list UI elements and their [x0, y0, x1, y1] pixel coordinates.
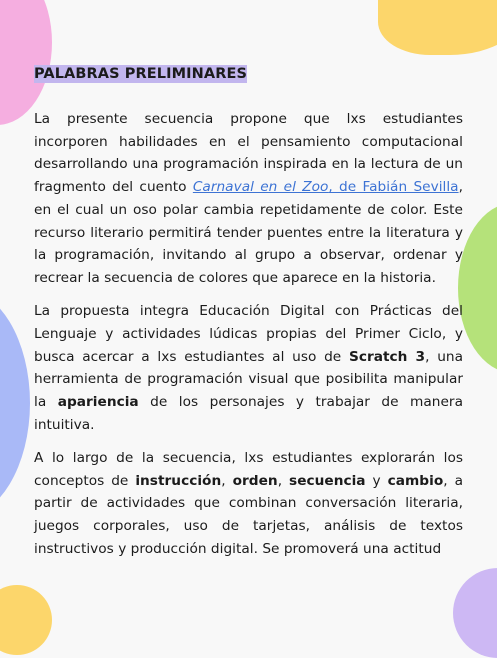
keyword-secuencia: secuencia — [289, 472, 366, 489]
decorative-yellow-blob-top — [378, 0, 497, 55]
page-title-text: PALABRAS PRELIMINARES — [34, 66, 248, 82]
paragraph-2-text-a: La propuesta integra Educación Digital con Prácticas del Lenguaje y actividades lúdicas propias del Primer Ciclo, y busca acercar a lxs estudiantes al uso de — [34, 303, 463, 365]
story-link-author: , de Fabián Sevilla — [328, 179, 459, 196]
paragraph-2-text-c: de los personajes y trabajar de manera intuitiva. — [34, 393, 463, 433]
keyword-cambio: cambio — [387, 472, 444, 489]
paragraph-3 — [34, 447, 463, 561]
document-content — [34, 64, 463, 571]
paragraph-3-text-a: A lo largo de la secuencia, lxs estudiantes explorarán los conceptos de — [34, 449, 463, 489]
story-link-title: Carnaval en el Zoo — [192, 179, 329, 196]
keyword-orden: orden — [232, 472, 278, 489]
page-title — [34, 64, 463, 84]
decorative-yellow-blob-bottom — [0, 585, 52, 655]
separator-1: , — [221, 472, 233, 489]
decorative-blue-blob — [0, 288, 30, 518]
keyword-scratch: Scratch 3 — [348, 348, 426, 365]
paragraph-1 — [34, 108, 463, 290]
decorative-purple-blob — [453, 568, 497, 658]
keyword-instruccion: instrucción — [135, 472, 222, 489]
paragraph-2-text-b: , una herramienta de programación visual que posibilita manipular la — [34, 348, 463, 410]
decorative-green-blob — [458, 203, 497, 373]
keyword-apariencia: apariencia — [57, 393, 139, 410]
paragraph-1-text-b: , en el cual un oso polar cambia repetidamente de color. Este recurso literario permitirá tender puentes entre la literatura y la programación, invitando al grupo a observar, ordenar y recrear la secuencia de colores que aparece en la historia. — [34, 179, 463, 286]
separator-2: , — [277, 472, 290, 489]
story-link[interactable] — [193, 179, 459, 195]
paragraph-3-text-b: , a partir de actividades que combinan conversación literaria, juegos corporales, uso de tarjetas, análisis de textos instructivos y producción digital. Se promoverá una actitud — [34, 472, 464, 557]
paragraph-2 — [34, 300, 463, 436]
separator-3: y — [365, 472, 388, 489]
paragraph-1-text-a: La presente secuencia propone que lxs estudiantes incorporen habilidades en el pensamiento computacional desarrollando una programación inspirada en la lectura de un fragmento del cuento — [34, 111, 463, 196]
